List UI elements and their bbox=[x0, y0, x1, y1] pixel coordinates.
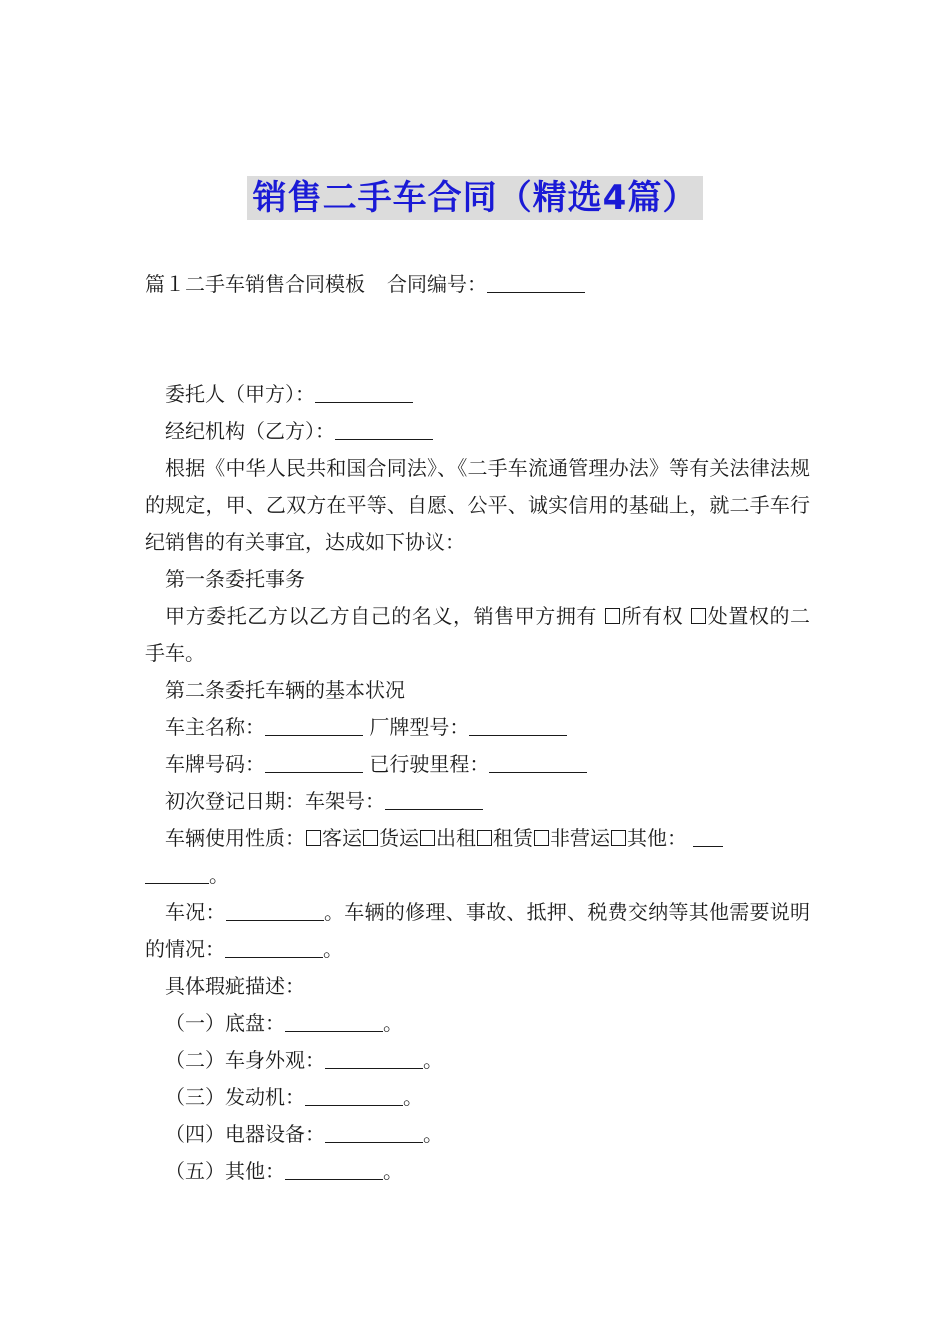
defect-label-other: （五）其他： bbox=[165, 1159, 285, 1183]
defect-period: 。 bbox=[423, 1048, 443, 1072]
defect-label-body: （二）车身外观： bbox=[165, 1048, 325, 1072]
usage-checkbox-lease[interactable] bbox=[477, 830, 492, 846]
article1-text: 甲方委托乙方以乙方自己的名义，销售甲方拥有 bbox=[165, 604, 597, 628]
mileage-label: 已行驶里程： bbox=[369, 752, 490, 776]
agency-line bbox=[145, 413, 810, 450]
usage-checkbox-other[interactable] bbox=[611, 830, 626, 846]
principal-line bbox=[145, 376, 810, 413]
defect-item-electrical bbox=[145, 1116, 810, 1153]
usage-checkbox-taxi[interactable] bbox=[420, 830, 435, 846]
principal-label: 委托人（甲方）： bbox=[165, 382, 315, 406]
usage-option-freight: 货运 bbox=[379, 826, 419, 850]
usage-option-passenger: 客运 bbox=[322, 826, 362, 850]
defect-label-engine: （三）发动机： bbox=[165, 1085, 305, 1109]
intro-line bbox=[145, 266, 585, 303]
defect-period: 。 bbox=[423, 1122, 443, 1146]
article1-paragraph bbox=[145, 598, 810, 672]
defect-period: 。 bbox=[383, 1159, 403, 1183]
defect-blank-other bbox=[285, 1157, 383, 1180]
usage-checkbox-passenger[interactable] bbox=[306, 830, 321, 846]
defect-item-body bbox=[145, 1042, 810, 1079]
disposal-option-label: 处置权的二手车。 bbox=[145, 604, 811, 665]
mileage-blank bbox=[489, 750, 587, 773]
usage-other-blank-a bbox=[693, 824, 723, 847]
contract-number-label: 合同编号： bbox=[387, 272, 487, 296]
article1-heading: 第一条委托事务 bbox=[165, 567, 305, 591]
preamble-paragraph: 根据《中华人民共和国合同法》、《二手车流通管理办法》等有关法律法规的规定，甲、乙双方在平等、自愿、公平、诚实信用的基础上，就二手车行纪销售的有关事宜，达成如下协议： bbox=[145, 456, 810, 554]
registration-line bbox=[145, 783, 810, 820]
ownership-checkbox[interactable] bbox=[605, 608, 620, 624]
disposal-checkbox[interactable] bbox=[691, 608, 706, 624]
owner-model-line bbox=[145, 709, 810, 746]
defect-period: 。 bbox=[383, 1011, 403, 1035]
principal-blank bbox=[315, 380, 413, 403]
defect-label-electrical: （四）电器设备： bbox=[165, 1122, 325, 1146]
condition-paragraph bbox=[145, 894, 810, 968]
vin-blank bbox=[385, 787, 483, 810]
usage-period: 。 bbox=[209, 863, 229, 887]
owner-name-blank bbox=[265, 713, 363, 736]
defect-blank-chassis bbox=[285, 1009, 383, 1032]
usage-option-taxi: 出租 bbox=[436, 826, 476, 850]
defect-item-other bbox=[145, 1153, 810, 1190]
brand-model-blank bbox=[469, 713, 567, 736]
part-label: 篇１二手车销售合同模板 bbox=[145, 272, 365, 296]
title-container bbox=[0, 176, 950, 220]
defect-item-engine bbox=[145, 1079, 810, 1116]
plate-number-blank bbox=[265, 750, 363, 773]
document-title: 销售二手车合同（精选4篇） bbox=[247, 176, 704, 220]
usage-line bbox=[145, 820, 810, 894]
usage-option-lease: 租赁 bbox=[493, 826, 533, 850]
usage-checkbox-nonprofit[interactable] bbox=[534, 830, 549, 846]
agency-blank bbox=[335, 417, 433, 440]
defects-heading: 具体瑕疵描述： bbox=[165, 974, 305, 998]
usage-option-nonprofit: 非营运 bbox=[550, 826, 610, 850]
usage-other-blank-b bbox=[145, 861, 209, 884]
ownership-option-label: 所有权 bbox=[620, 604, 684, 628]
other-info-blank bbox=[225, 935, 323, 958]
condition-blank bbox=[226, 898, 324, 921]
plate-mileage-line bbox=[145, 746, 810, 783]
usage-option-other: 其他： bbox=[627, 826, 687, 850]
condition-label: 车况： bbox=[165, 900, 226, 924]
contract-number-blank bbox=[487, 270, 585, 293]
registration-label: 初次登记日期：车架号： bbox=[165, 789, 385, 813]
agency-label: 经纪机构（乙方）： bbox=[165, 419, 335, 443]
contract-body bbox=[145, 376, 810, 1190]
usage-checkbox-freight[interactable] bbox=[363, 830, 378, 846]
article2-heading: 第二条委托车辆的基本状况 bbox=[165, 678, 405, 702]
brand-model-label: 厂牌型号： bbox=[369, 715, 470, 739]
defect-item-chassis bbox=[145, 1005, 810, 1042]
condition-period: 。 bbox=[323, 937, 343, 961]
defect-blank-electrical bbox=[325, 1120, 423, 1143]
usage-label: 车辆使用性质： bbox=[165, 826, 305, 850]
owner-name-label: 车主名称： bbox=[165, 715, 265, 739]
defect-blank-body bbox=[325, 1046, 423, 1069]
defect-label-chassis: （一）底盘： bbox=[165, 1011, 285, 1035]
defect-period: 。 bbox=[403, 1085, 423, 1109]
plate-number-label: 车牌号码： bbox=[165, 752, 265, 776]
defect-blank-engine bbox=[305, 1083, 403, 1106]
condition-text: 。车辆的修理、事故、抵押、税费交纳等其他需要说明的情况： bbox=[145, 900, 811, 961]
